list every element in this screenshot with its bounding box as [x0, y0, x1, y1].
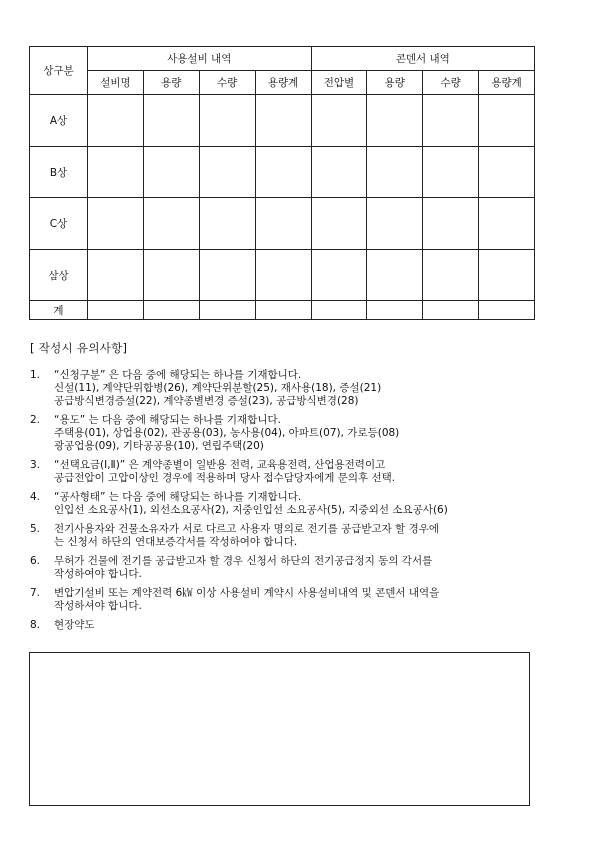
notes-list — [30, 369, 550, 638]
condenser-col-header: 용량계 — [479, 71, 535, 95]
table-cell[interactable] — [143, 147, 199, 198]
row-label: B상 — [30, 147, 88, 198]
table-cell[interactable] — [88, 95, 144, 147]
row-label: C상 — [30, 198, 88, 250]
table-cell[interactable] — [88, 198, 144, 250]
note-line: 주택용(01), 상업용(02), 관공용(03), 농사용(04), 아파트(07), 가로등(08) — [54, 427, 400, 439]
note-line: 인입선 소요공사(1), 외선소요공사(2), 지중인입선 소요공사(5), 지중외선 소요공사(6) — [54, 504, 448, 516]
table-cell[interactable] — [423, 147, 479, 198]
table-cell[interactable] — [143, 301, 199, 320]
table-cell[interactable] — [199, 95, 255, 147]
note-number: 2. — [30, 414, 41, 426]
table-cell[interactable] — [367, 301, 423, 320]
note-item — [30, 369, 550, 408]
note-line: 는 신청서 하단의 연대보증각서를 작성하여야 합니다. — [54, 536, 298, 548]
note-line: “선택요금(Ⅰ,Ⅱ)” 은 계약종별이 일반용 전력, 교육용전력, 산업용전력이고 — [54, 459, 386, 471]
table-cell[interactable] — [311, 250, 367, 301]
table-row — [30, 147, 535, 198]
note-line: 무허가 건물에 전기를 공급받고자 할 경우 신청서 하단의 전기공급정지 동의 각서를 — [54, 555, 433, 567]
table-cell[interactable] — [88, 147, 144, 198]
table-cell[interactable] — [255, 250, 311, 301]
table-row — [30, 198, 535, 250]
table-cell[interactable] — [255, 301, 311, 320]
note-item — [30, 555, 550, 581]
note-line: 작성하셔야 합니다. — [54, 600, 142, 612]
table-cell[interactable] — [311, 198, 367, 250]
table-row — [30, 95, 535, 147]
table-cell[interactable] — [423, 301, 479, 320]
table-cell[interactable] — [479, 147, 535, 198]
note-item — [30, 619, 550, 632]
table-cell[interactable] — [199, 301, 255, 320]
site-sketch-box[interactable] — [29, 652, 530, 806]
table-cell[interactable] — [88, 301, 144, 320]
usage-col-header: 수량 — [199, 71, 255, 95]
table-cell[interactable] — [479, 198, 535, 250]
table-cell[interactable] — [423, 95, 479, 147]
notes-title: [ 작성시 유의사항] — [30, 341, 128, 355]
table-cell[interactable] — [367, 198, 423, 250]
note-number: 1. — [30, 369, 41, 381]
table-cell[interactable] — [423, 198, 479, 250]
row-label: 계 — [30, 301, 88, 320]
note-number: 5. — [30, 523, 41, 535]
table-cell[interactable] — [479, 95, 535, 147]
note-number: 4. — [30, 491, 41, 503]
note-line: “용도” 는 다음 중에 해당되는 하나를 기재합니다. — [54, 414, 281, 426]
note-item — [30, 414, 550, 453]
note-line: 전기사용자와 건물소유자가 서로 다르고 사용자 명의로 전기를 공급받고자 할 경우에 — [54, 523, 440, 535]
table-cell[interactable] — [255, 95, 311, 147]
table-cell[interactable] — [311, 301, 367, 320]
table-cell[interactable] — [255, 198, 311, 250]
usage-col-header: 설비명 — [88, 71, 144, 95]
table-row — [30, 301, 535, 320]
note-number: 6. — [30, 555, 41, 567]
table-cell[interactable] — [423, 250, 479, 301]
note-item — [30, 459, 550, 485]
note-line: 작성하여야 합니다. — [54, 568, 142, 580]
usage-col-header: 용량계 — [255, 71, 311, 95]
table-cell[interactable] — [255, 147, 311, 198]
table-row — [30, 250, 535, 301]
note-line: 현장약도 — [54, 619, 95, 631]
row-label: 삼상 — [30, 250, 88, 301]
table-cell[interactable] — [199, 250, 255, 301]
table-cell[interactable] — [311, 95, 367, 147]
condenser-col-header: 전압별 — [311, 71, 367, 95]
table-cell[interactable] — [311, 147, 367, 198]
category-header: 상구분 — [30, 47, 88, 95]
row-label: A상 — [30, 95, 88, 147]
note-line: 공급전압이 고압이상인 경우에 적용하며 당사 접수담당자에게 문의후 선택. — [54, 472, 396, 484]
table-cell[interactable] — [367, 95, 423, 147]
note-item — [30, 523, 550, 549]
table-cell[interactable] — [367, 147, 423, 198]
note-line: 변압기설비 또는 계약전력 6㎾ 이상 사용설비 계약시 사용설비내역 및 콘덴서 내역을 — [54, 587, 440, 599]
condenser-col-header: 수량 — [423, 71, 479, 95]
note-number: 8. — [30, 619, 41, 631]
table-cell[interactable] — [143, 198, 199, 250]
table-cell[interactable] — [143, 95, 199, 147]
usage-group-header: 사용설비 내역 — [88, 47, 312, 71]
note-line: 공급방식변경증설(22), 계약종별변경 증설(23), 공급방식변경(28) — [54, 395, 359, 407]
note-number: 7. — [30, 587, 41, 599]
usage-col-header: 용량 — [143, 71, 199, 95]
condenser-group-header: 콘덴서 내역 — [311, 47, 535, 71]
note-item — [30, 587, 550, 613]
note-number: 3. — [30, 459, 41, 471]
table-cell[interactable] — [88, 250, 144, 301]
note-item — [30, 491, 550, 517]
note-line: “공사형태” 는 다음 중에 해당되는 하나를 기재합니다. — [54, 491, 302, 503]
table-cell[interactable] — [199, 147, 255, 198]
condenser-col-header: 용량 — [367, 71, 423, 95]
table-cell[interactable] — [367, 250, 423, 301]
note-line: “신청구분” 은 다음 중에 해당되는 하나를 기재합니다. — [54, 369, 302, 381]
table-cell[interactable] — [479, 301, 535, 320]
table-cell[interactable] — [143, 250, 199, 301]
table-cell[interactable] — [479, 250, 535, 301]
table-cell[interactable] — [199, 198, 255, 250]
equipment-table — [29, 46, 535, 320]
note-line: 신설(11), 계약단위합병(26), 계약단위분할(25), 재사용(18), 증설(21) — [54, 382, 382, 394]
note-line: 광공업용(09), 기타공공용(10), 연립주택(20) — [54, 440, 264, 452]
